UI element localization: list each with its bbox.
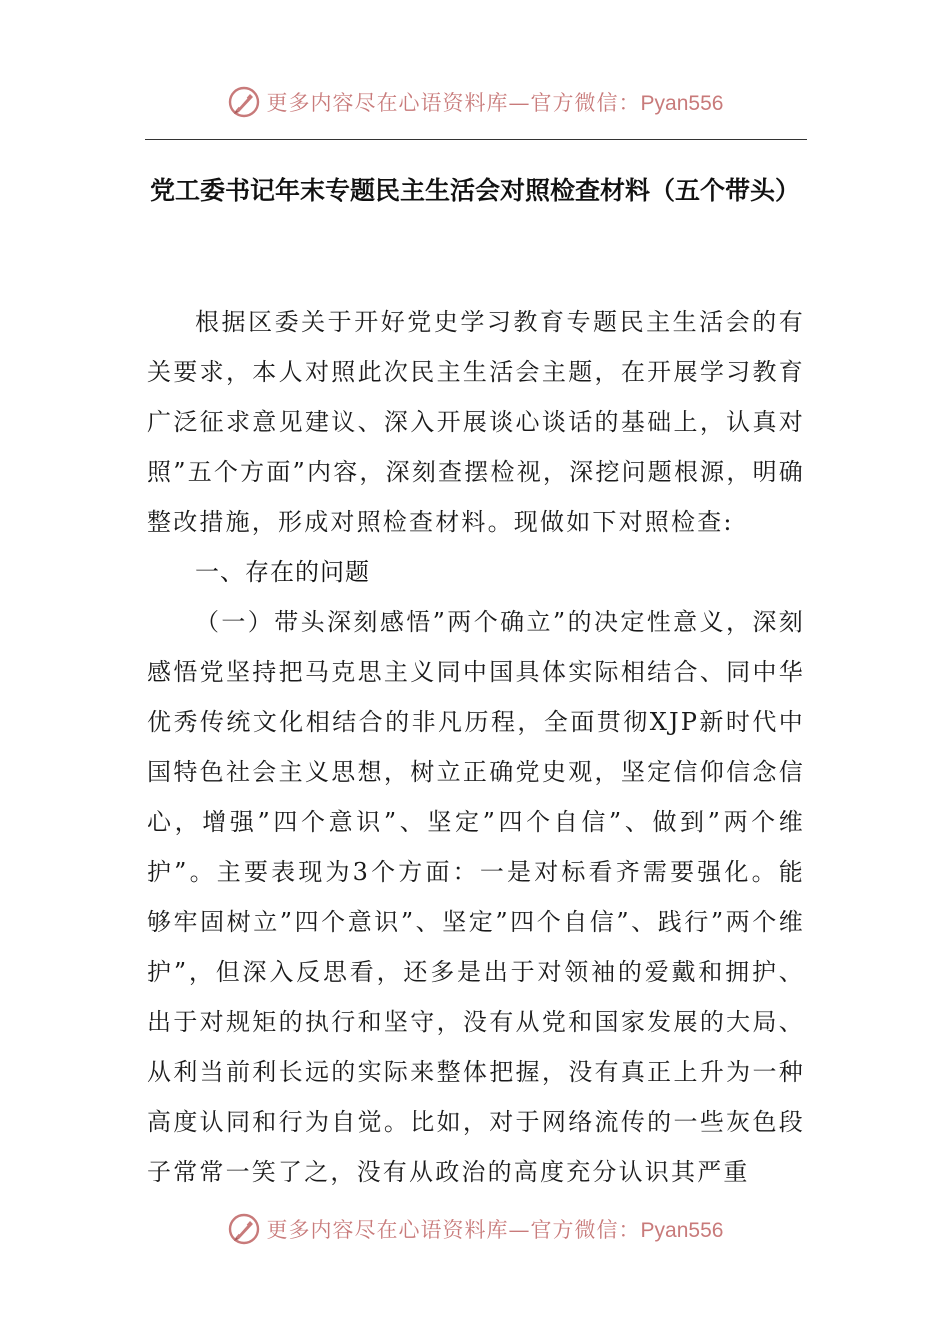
watermark-text: 更多内容尽在心语资料库—官方微信：Pyan556 xyxy=(266,1218,724,1242)
document-title: 党工委书记年末专题民主生活会对照检查材料（五个带头） xyxy=(150,176,801,205)
sub-paragraph: （一）带头深刻感悟”两个确立”的决定性意义，深刻感悟党坚持把马克思主义同中国具体实际相结合、同中华优秀传统文化相结合的非凡历程，全面贯彻XJP新时代中国特色社会主义思想，树立正确党史观，坚定信仰信念信心，增强”四个意识”、坚定”四个自信”、做到”两个维护”。主要表现为3个方面：一是对标看齐需要强化。能够牢固树立”四个意识”、坚定”四个自信”、践行”两个维护”，但深入反思看，还多是出于对领袖的爱戴和拥护、出于对规矩的执行和坚守，没有从党和国家发展的大局、从利当前利长远的实际来整体把握，没有真正上升为一种高度认同和行为自觉。比如，对于网络流传的一些灰色段子常常一笑了之，没有从政治的高度充分认识其严重 xyxy=(147,608,805,1186)
section-heading: 一、存在的问题 xyxy=(195,558,370,586)
watermark-text: 更多内容尽在心语资料库—官方微信：Pyan556 xyxy=(266,91,724,115)
quill-pen-logo-icon xyxy=(227,85,261,119)
header-divider xyxy=(145,139,807,140)
paragraph-clip xyxy=(147,597,805,1186)
intro-paragraph: 根据区委关于开好党史学习教育专题民主生活会的有关要求，本人对照此次民主生活会主题，在开展学习教育广泛征求意见建议、深入开展谈心谈话的基础上，认真对照”五个方面”内容，深刻查摆检视，深挖问题根源，明确整改措施，形成对照检查材料。现做如下对照检查: xyxy=(147,308,805,536)
header-watermark xyxy=(0,82,950,122)
watermark-handle: Pyan556 xyxy=(640,92,724,115)
document-body xyxy=(147,297,805,1186)
watermark-handle: Pyan556 xyxy=(640,1219,724,1242)
footer-watermark xyxy=(0,1209,950,1249)
quill-pen-logo-icon xyxy=(227,1212,261,1246)
